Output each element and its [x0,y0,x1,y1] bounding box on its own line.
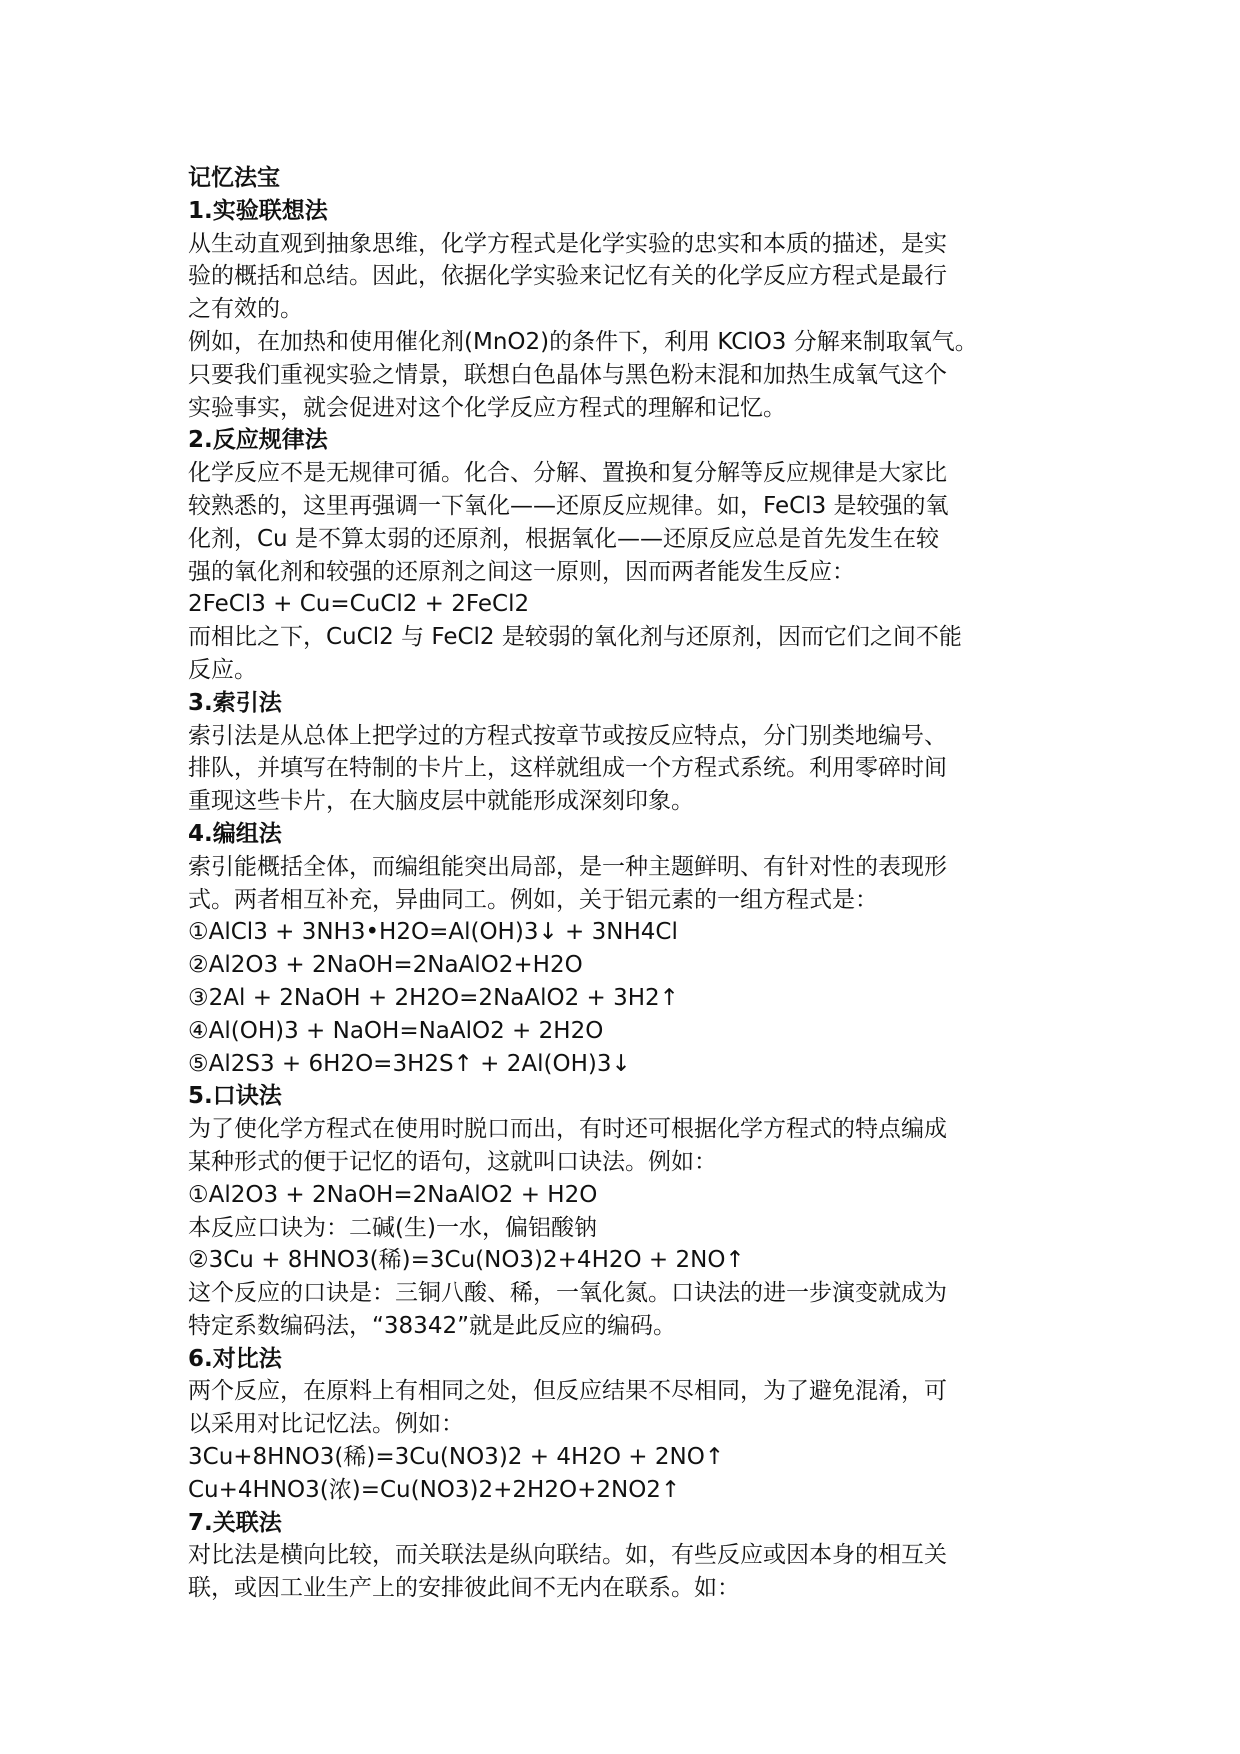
text-line: 重现这些卡片，在大脑皮层中就能形成深刻印象。 [188,788,694,815]
text-line: 索引能概括全体，而编组能突出局部，是一种主题鲜明、有针对性的表现形 [188,853,947,880]
text-line: 强的氧化剂和较强的还原剂之间这一原则，因而两者能发生反应： [188,558,855,585]
text-line: 排队，并填写在特制的卡片上，这样就组成一个方程式系统。利用零碎时间 [188,755,947,782]
section-heading: 5.口诀法 [188,1083,282,1110]
text-line: 这个反应的口诀是：三铜八酸、稀，一氧化氮。口诀法的进一步演变就成为 [188,1280,947,1307]
text-line: 以采用对比记忆法。例如： [188,1411,464,1438]
text-line: 联，或因工业生产上的安排彼此间不无内在联系。如： [188,1575,740,1602]
section-heading: 4.编组法 [188,820,282,847]
text-line: 而相比之下，CuCl2 与 FeCl2 是较弱的氧化剂与还原剂，因而它们之间不能 [188,624,962,651]
section-heading: 3.索引法 [188,689,282,716]
text-line: 为了使化学方程式在使用时脱口而出，有时还可根据化学方程式的特点编成 [188,1116,947,1143]
text-line: 对比法是横向比较，而关联法是纵向联结。如，有些反应或因本身的相互关 [188,1542,947,1569]
text-line: ③2Al + 2NaOH + 2H2O=2NaAlO2 + 3H2↑ [188,984,679,1011]
text-line: 化学反应不是无规律可循。化合、分解、置换和复分解等反应规律是大家比 [188,460,947,487]
text-line: 例如，在加热和使用催化剂(MnO2)的条件下，利用 KClO3 分解来制取氧气。 [188,328,978,355]
text-line: Cu+4HNO3(浓)=Cu(NO3)2+2H2O+2NO2↑ [188,1476,681,1503]
section-heading: 7.关联法 [188,1509,282,1536]
text-line: 实验事实，就会促进对这个化学反应方程式的理解和记忆。 [188,394,786,421]
text-line: 从生动直观到抽象思维，化学方程式是化学实验的忠实和本质的描述，是实 [188,230,947,257]
text-line: 两个反应，在原料上有相同之处，但反应结果不尽相同，为了避免混淆，可 [188,1378,947,1405]
text-line: ②3Cu + 8HNO3(稀)=3Cu(NO3)2+4H2O + 2NO↑ [188,1247,745,1274]
text-line: 特定系数编码法，“38342”就是此反应的编码。 [188,1312,676,1339]
text-line: ②Al2O3 + 2NaOH=2NaAlO2+H2O [188,952,583,979]
text-line: ⑤Al2S3 + 6H2O=3H2S↑ + 2Al(OH)3↓ [188,1050,631,1077]
text-line: 某种形式的便于记忆的语句，这就叫口诀法。例如： [188,1148,717,1175]
text-line: 验的概括和总结。因此，依据化学实验来记忆有关的化学反应方程式是最行 [188,263,947,290]
text-line: 索引法是从总体上把学过的方程式按章节或按反应特点，分门别类地编号、 [188,722,947,749]
text-line: 反应。 [188,656,257,683]
section-heading: 6.对比法 [188,1345,282,1372]
text-line: 2FeCl3 + Cu=CuCl2 + 2FeCl2 [188,591,530,618]
text-line: 式。两者相互补充，异曲同工。例如，关于铝元素的一组方程式是： [188,886,878,913]
text-line: ①AlCl3 + 3NH3•H2O=Al(OH)3↓ + 3NH4Cl [188,919,678,946]
text-line: 之有效的。 [188,296,303,323]
section-heading: 记忆法宝 [188,165,280,191]
text-line: 3Cu+8HNO3(稀)=3Cu(NO3)2 + 4H2O + 2NO↑ [188,1444,725,1471]
section-heading: 1.实验联想法 [188,197,328,224]
text-line: 本反应口诀为：二碱(生)一水，偏铝酸钠 [188,1214,597,1241]
text-line: 较熟悉的，这里再强调一下氧化——还原反应规律。如，FeCl3 是较强的氧 [188,492,949,519]
text-line: ①Al2O3 + 2NaOH=2NaAlO2 + H2O [188,1181,598,1208]
text-line: 只要我们重视实验之情景，联想白色晶体与黑色粉末混和加热生成氧气这个 [188,361,947,388]
text-line: ④Al(OH)3 + NaOH=NaAlO2 + 2H2O [188,1017,604,1044]
section-heading: 2.反应规律法 [188,427,328,454]
text-line: 化剂，Cu 是不算太弱的还原剂，根据氧化——还原反应总是首先发生在较 [188,525,939,552]
document-page [188,162,1068,1605]
